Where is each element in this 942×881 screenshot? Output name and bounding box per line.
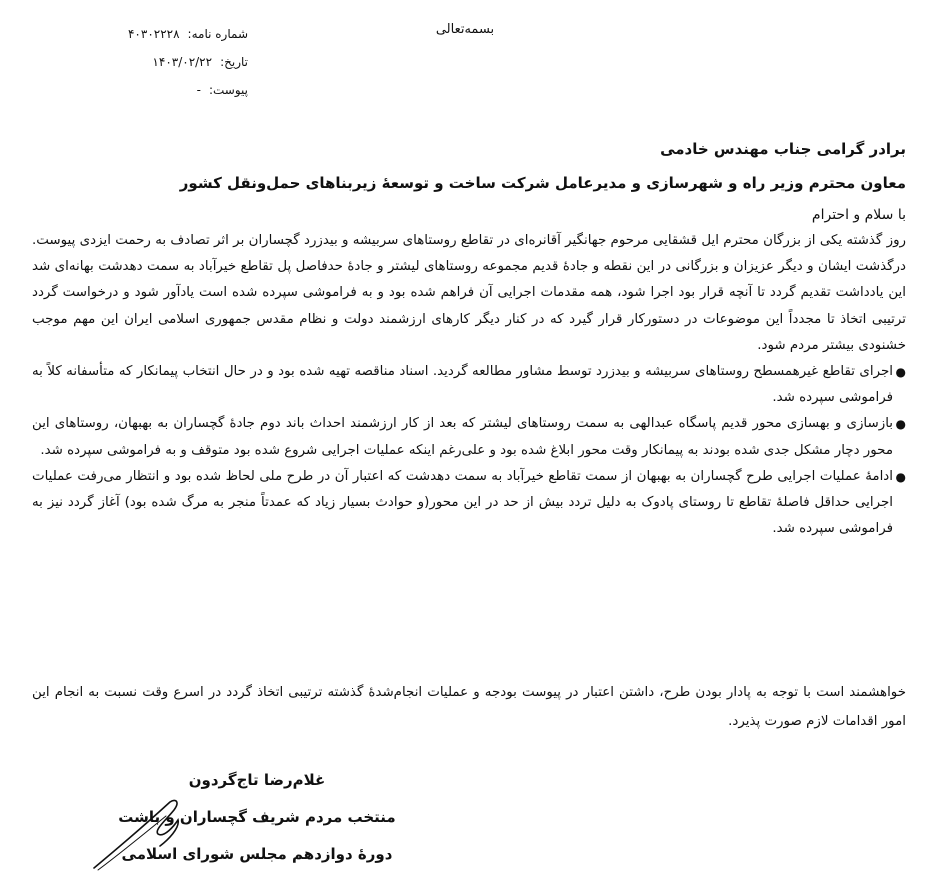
- attachment-value: -: [196, 83, 201, 97]
- greeting: با سلام و احترام: [811, 207, 906, 223]
- signer-body: دورهٔ دوازدهم مجلس شورای اسلامی: [121, 845, 393, 863]
- list-item: [32, 411, 906, 463]
- intro-paragraph: روز گذشته یکی از بزرگان محترم ایل قشقایی مرحوم جهانگیر آقانره‌ای در تقاطع روستاهای سربیشه و بیدزرد گچساران بر اثر تصادف به رحمت ایزدی پیوست. درگذشت ایشان و دیگر عزیزان و بزرگانی در این نقطه و جادهٔ قدیم مجموعه روستاهای لیشتر و جادهٔ حدفاصل پل تقاطع خیرآباد به سمت دهدشت بهانه‌ای شد این یادداشت تقدیم گردد تا آنچه قرار بود اجرا شود، همه مقدمات اجرایی آن فراهم شده بود و به فراموشی سپرده شده است یادآور شود و درخواست گردد ترتیبی اتخاذ تا مجدداً این موضوعات در دستورکار قرار گیرد که در کنار دیگر کارهای ارزشمند دولت و نظام مقدس جمهوری اسلامی ایران این مهم موجب خشنودی بیشتر مردم شود.: [32, 233, 906, 353]
- recipient-line-2: معاون محترم وزیر راه و شهرسازی و مدیرعامل شرکت ساخت و توسعهٔ زیربناهای حمل‌ونقل کشور: [179, 174, 906, 192]
- letter-number-row: [98, 20, 248, 48]
- date-value: ۱۴۰۳/۰۲/۲۲: [152, 55, 213, 69]
- letter-body: [32, 228, 906, 542]
- closing-paragraph: خواهشمند است با توجه به پادار بودن طرح، داشتن اعتبار در پیوست بودجه و عملیات انجام‌شدهٔ گذشته ترتیبی اتخاذ گردد در اسرع وقت نسبت به انجام این امور اقدامات لازم صورت پذیرد.: [32, 685, 906, 729]
- basmala-heading: بسمه‌تعالی: [435, 22, 495, 37]
- attachment-label: پیوست:: [208, 83, 248, 97]
- letter-number-label: شماره نامه:: [187, 27, 248, 41]
- signer-name: غلام‌رضا تاج‌گردون: [188, 771, 326, 789]
- request-list: [32, 359, 906, 542]
- date-row: [98, 48, 248, 76]
- letter-number-value: ۴۰۳۰۲۲۲۸: [127, 27, 180, 41]
- list-item: [32, 359, 906, 411]
- recipient-line-1: برادر گرامی جناب مهندس خادمی: [660, 140, 906, 158]
- attachment-row: [98, 76, 248, 104]
- date-label: تاریخ:: [220, 55, 248, 69]
- bullet-icon: ●: [895, 365, 906, 380]
- list-item-text: اجرای تقاطع غیرهمسطح روستاهای سربیشه و بیدزرد توسط مشاور مطالعه گردید. اسناد مناقصه تهیه شده بود و در حال انتخاب پیمانکار که متأسفانه کلاً به فراموشی سپرده شد.: [32, 364, 893, 406]
- bullet-icon: ●: [895, 469, 906, 484]
- recipient-block: [36, 132, 906, 200]
- list-item: [32, 464, 906, 543]
- bullet-icon: ●: [895, 417, 906, 432]
- handwritten-signature-icon: [88, 796, 188, 874]
- list-item-text: ادامهٔ عملیات اجرایی طرح گچساران به بهبهان از سمت تقاطع خیرآباد به سمت دهدشت که اعتبار آن در طرح ملی لحاظ شده بود و انتظار می‌رفت عملیات اجرایی حداقل فاصلهٔ تقاطع تا روستای پادوک به دلیل تردد بیش از حد در این محور(و حوادث بسیار زیاد که عمدتاً منجر به مرگ شده بود) آغاز گردد نیز به فراموشی سپرده شد.: [32, 468, 893, 537]
- list-item-text: بازسازی و بهسازی محور قدیم پاسگاه عبدالهی به سمت روستاهای لیشتر که بعد از کار ارزشمند احداث باند دوم جادهٔ گچساران به بهبهان، روستاهای این محور دچار مشکل جدی شده بودند به پیمانکار وقت محور ابلاغ شده بود و علی‌رغم اینکه عملیات اجرایی شروع شده بود متوقف و به فراموشی سپرده شد.: [32, 416, 893, 458]
- letter-meta: [98, 20, 248, 104]
- signer-title: منتخب مردم شریف گچساران و باشت: [118, 808, 396, 826]
